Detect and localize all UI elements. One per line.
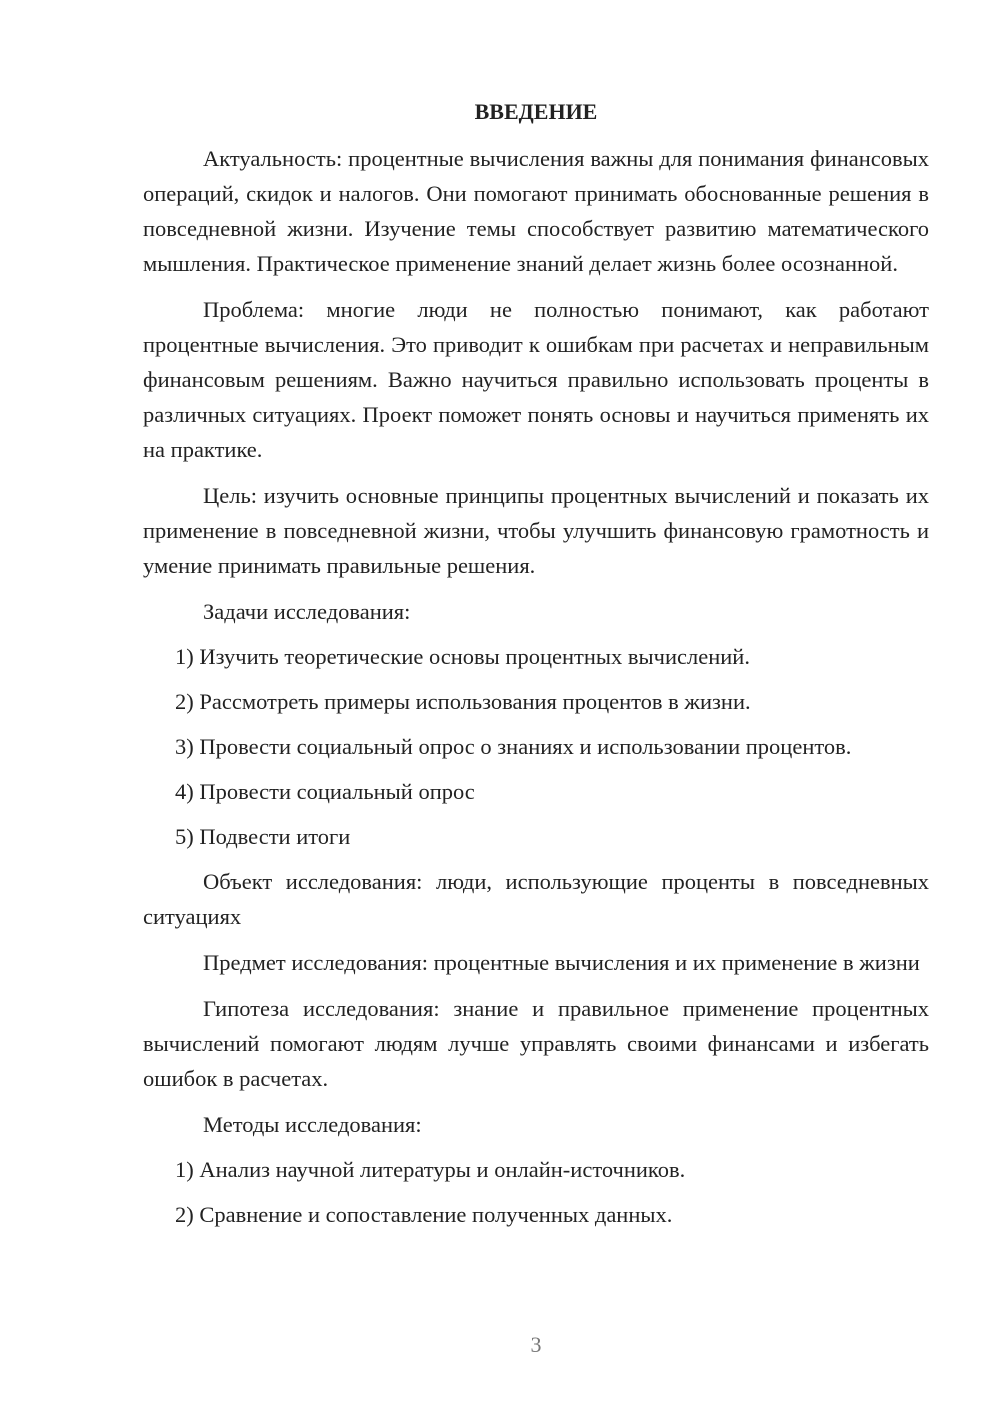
task-item-4: 4) Провести социальный опрос <box>175 779 475 804</box>
object-paragraph: Объект исследования: люди, использующие проценты в повседневных ситуациях <box>143 869 929 929</box>
methods-heading: Методы исследования: <box>203 1112 422 1137</box>
task-item-5: 5) Подвести итоги <box>175 824 351 849</box>
method-item-2: 2) Сравнение и сопоставление полученных данных. <box>175 1202 673 1227</box>
goal-paragraph: Цель: изучить основные принципы процентных вычислений и показать их применение в повседневной жизни, чтобы улучшить финансовую грамотность и умение принимать правильные решения. <box>143 483 929 578</box>
problem-paragraph: Проблема: многие люди не полностью понимают, как работают процентные вычисления. Это приводит к ошибкам при расчетах и неправильным финансовым решениям. Важно научиться правильно использовать проценты в различных ситуациях. Проект поможет понять основы и научиться применять их на практике. <box>143 297 929 462</box>
task-item-1: 1) Изучить теоретические основы процентных вычислений. <box>175 644 750 669</box>
method-item-1: 1) Анализ научной литературы и онлайн-источников. <box>175 1157 686 1182</box>
task-item-3: 3) Провести социальный опрос о знаниях и использовании процентов. <box>175 734 852 759</box>
subject-paragraph: Предмет исследования: процентные вычисления и их применение в жизни <box>203 950 920 975</box>
relevance-paragraph: Актуальность: процентные вычисления важны для понимания финансовых операций, скидок и налогов. Они помогают принимать обоснованные решения в повседневной жизни. Изучение темы способствует развитию математического мышления. Практическое применение знаний делает жизнь более осознанной. <box>143 146 929 276</box>
page-content <box>143 94 929 1242</box>
section-title: ВВЕДЕНИЕ <box>474 99 598 124</box>
tasks-heading: Задачи исследования: <box>203 599 411 624</box>
page-number: 3 <box>530 1332 542 1357</box>
hypothesis-paragraph: Гипотеза исследования: знание и правильное применение процентных вычислений помогают людям лучше управлять своими финансами и избегать ошибок в расчетах. <box>143 996 929 1091</box>
task-item-2: 2) Рассмотреть примеры использования процентов в жизни. <box>175 689 751 714</box>
